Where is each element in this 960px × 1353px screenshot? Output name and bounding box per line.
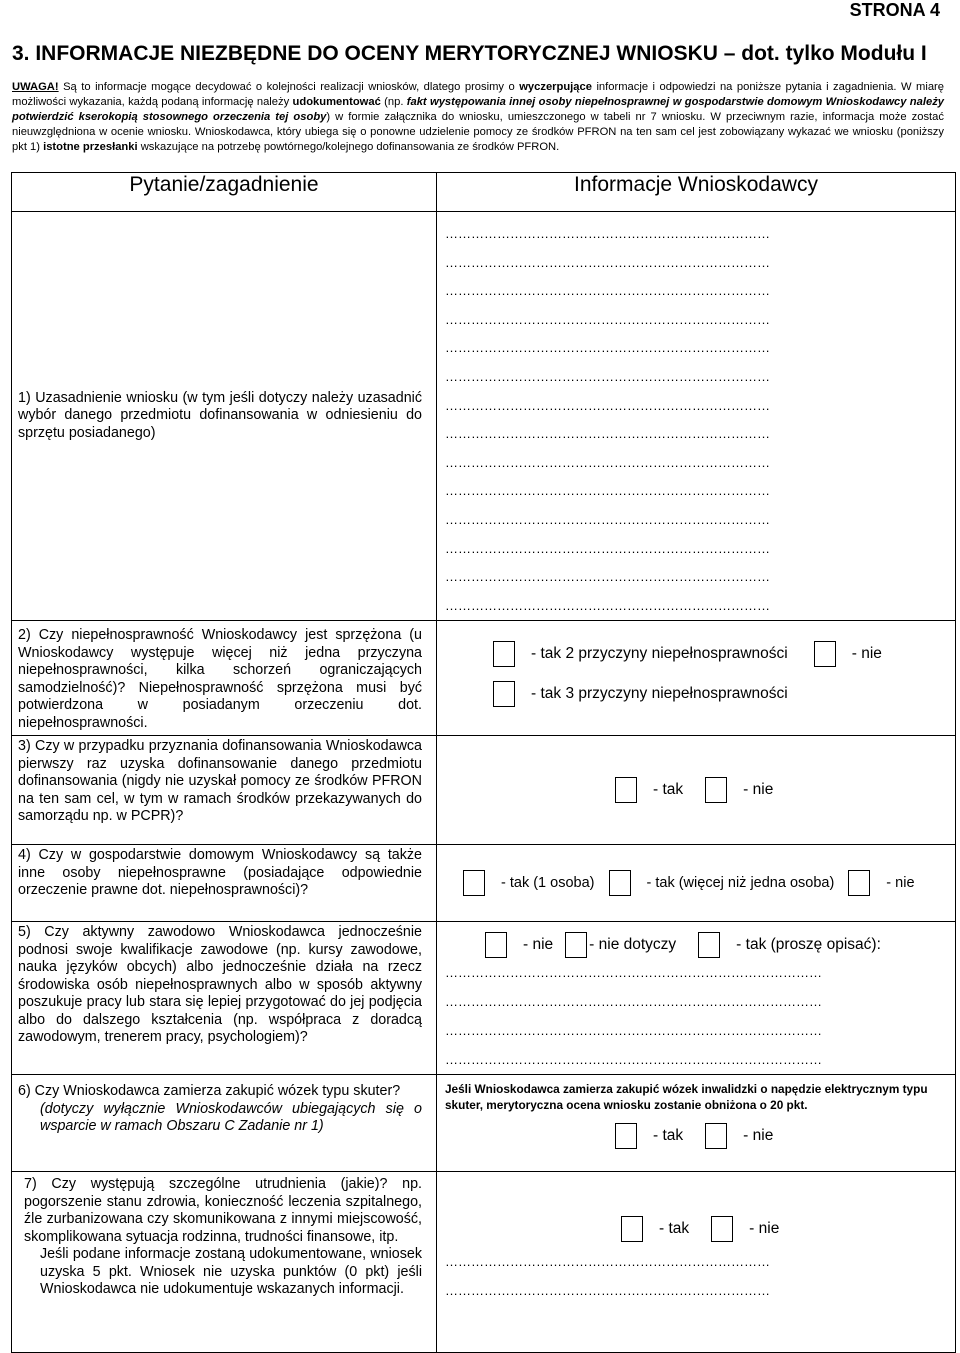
option-label: - nie (523, 936, 554, 954)
notice-text: Są to informacje mogące decydować o kolejności realizacji wniosków, dlatego prosimy o (58, 81, 520, 93)
answer-line[interactable]: ………………………………………………………………… (445, 226, 770, 241)
question-7-text: 7) Czy występują szczególne utrudnienia (jakie)? np. pogorszenie stanu zdrowia, konieczność leczenia szpitalnego, źle zurbanizowana czy skomunikowana z innymi miejscowość, skomplikowana sytuacja rodzinna, trudności finansowe, itp. (24, 1176, 422, 1245)
checkbox-yes[interactable] (615, 1123, 637, 1149)
notice-emphasis: wyczerpujące (519, 81, 592, 93)
question-3-text: 3) Czy w przypadku przyznania dofinansowania Wnioskodawca pierwszy raz uzyska dofinansowanie danego przedmiotu dofinansowania (nigdy nie uzyskał pomocy ze środków PFRON na ten sam cel, w tym w ramach środków przekazywanych do samorządu np. w PCPR)? (18, 738, 422, 825)
option-label: - tak (1 osoba) (501, 875, 595, 892)
notice-text: ) w formie załącznika do wniosku, umieszczonego w tabeli nr 7 wniosku. W przeciwnym razie, informacja może zostać nieuwzględniona w ocenie wniosku. Wnioskodawca, który ubiega się o ponowne udzielenie pomocy ze środków PFRON na ten sam cel jest zobowiązany wykazać we wniosku (poniższy pkt 1) (12, 111, 944, 153)
option-label: - nie (743, 781, 774, 799)
option-label: - nie (743, 1127, 774, 1145)
option-label: - tak (659, 1220, 690, 1238)
option-label: - tak (proszę opisać): (736, 936, 881, 954)
question-2-text: 2) Czy niepełnosprawność Wnioskodawcy jest sprzężona (u Wnioskodawcy występuje więcej niż jedna przyczyna niepełnosprawności, kilka schorzeń ograniczających samodzielność)? Niepełnosprawność sprzężona musi być potwierdzona w posiadanym orzeczeniu dot. niepełnosprawności. (18, 627, 422, 731)
notice-example: fakt występowania innej osoby niepełnosprawnej w gospodarstwie domowym Wnioskodawcy należy potwierdzić kserokopią stosownego orzeczenia tej osoby (12, 96, 945, 123)
checkbox-yes[interactable] (615, 777, 637, 803)
checkbox-no[interactable] (711, 1216, 733, 1242)
answer-line[interactable]: ………………………………………………………………… (445, 483, 770, 499)
notice-emphasis: udokumentować (292, 96, 381, 108)
answer-line[interactable]: ………………………………………………………………… (445, 397, 770, 413)
answer-line[interactable]: ………………………………………………………………… (445, 597, 770, 613)
answer-line[interactable]: ………………………………………………………………… (445, 540, 770, 556)
option-label: - tak (więcej niż jedna osoba) (646, 875, 835, 892)
answer-line[interactable]: ………………………………………………………………… (445, 426, 770, 442)
scooter-warning: Jeśli Wnioskodawca zamierza zakupić wózek inwalidzki o napędzie elektrycznym typu skuter, merytoryczna ocena wniosku zostanie obniżona o 20 pkt. (445, 1082, 928, 1113)
checkbox-no[interactable] (705, 1123, 727, 1149)
checkbox-not-applicable[interactable] (565, 932, 587, 958)
question-row-6 (12, 1075, 956, 1172)
answer-line[interactable]: …………………………………………………………………………… (445, 1052, 822, 1068)
option-label: - tak (653, 781, 684, 799)
answer-line[interactable]: ………………………………………………………………… (445, 569, 770, 585)
notice-warning: UWAGA! (12, 81, 59, 93)
section-title: 3. INFORMACJE NIEZBĘDNE DO OCENY MERYTORYCZNEJ WNIOSKU – dot. tylko Modułu I (12, 42, 927, 65)
option-label: - nie (749, 1220, 780, 1238)
question-1-text: 1) Uzasadnienie wniosku (w tym jeśli dotyczy należy uzasadnić wybór danego przedmiotu dofinansowania w odniesieniu do sprzętu posiadanego) (18, 389, 422, 441)
option-label: - nie (886, 875, 915, 892)
checkbox-no[interactable] (814, 641, 836, 667)
option-label: - nie (851, 645, 882, 663)
answer-line[interactable]: ………………………………………………………………… (445, 454, 770, 470)
question-row-3 (12, 736, 956, 845)
answer-line[interactable]: …………………………………………………………………………… (445, 965, 822, 981)
checkbox-no[interactable] (485, 932, 507, 958)
answer-line[interactable]: ………………………………………………………………… (445, 254, 770, 270)
answer-line[interactable]: ………………………………………………………………… (445, 311, 770, 327)
question-6-text: 6) Czy Wnioskodawca zamierza zakupić wózek typu skuter? (18, 1083, 401, 1100)
page-number: STRONA 4 (849, 0, 940, 20)
checkbox-no[interactable] (848, 870, 870, 896)
notice-text: informacje i odpowiedzi na poniższe pytania i zagadnienia. W miarę możliwości wykazania, każdą podaną informację należy (12, 81, 944, 108)
answer-line[interactable]: ………………………………………………………………… (445, 340, 770, 356)
answer-line[interactable]: ………………………………………………………………… (445, 1282, 770, 1298)
checkbox-no[interactable] (705, 777, 727, 803)
column-header-question: Pytanie/zagadnienie (12, 173, 437, 212)
question-5-text: 5) Czy aktywny zawodowo Wnioskodawca jednocześnie podnosi swoje kwalifikacje zawodowe (np. kursy zawodowe, nauka języków obcych) albo jednocześnie działa na rzecz środowiska osób niepełnosprawnych albo w sposób aktywny poszukuje pracy lub stara się lepiej przygotować do jej podjęcia albo do dalszego kształcenia (np. współpraca z doradcą zawodowym, trenerem pracy, psychologiem)? (18, 924, 422, 1046)
questions-table (11, 172, 956, 1353)
question-6-note: (dotyczy wyłącznie Wnioskodawców ubiegających się o wsparcie w ramach Obszaru C Zadanie nr 1) (40, 1100, 422, 1135)
notice-text: wskazujące na potrzebę powtórnego/kolejnego dofinansowania ze środków PFRON. (137, 141, 560, 153)
question-7-note: Jeśli podane informacje zostaną udokumentowane, wniosek uzyska 5 pkt. Wniosek nie uzyska punktów (0 pkt) jeśli Wnioskodawca nie udokumentuje wskazanych informacji. (40, 1246, 422, 1298)
question-row-4 (12, 845, 956, 922)
option-label: - tak (653, 1127, 684, 1145)
answer-line[interactable]: ………………………………………………………………… (445, 368, 770, 384)
answer-line[interactable]: ………………………………………………………………… (445, 511, 770, 527)
answer-line[interactable]: …………………………………………………………………………… (445, 1023, 822, 1039)
checkbox-more-persons[interactable] (609, 870, 631, 896)
notice-paragraph (12, 80, 944, 155)
notice-emphasis: istotne przesłanki (43, 141, 138, 153)
answer-line[interactable]: ………………………………………………………………… (445, 1254, 770, 1270)
checkbox-yes[interactable] (621, 1216, 643, 1242)
answer-line[interactable]: …………………………………………………………………………… (445, 994, 822, 1010)
option-label: - nie dotyczy (589, 936, 677, 954)
notice-text: (np. (380, 96, 407, 108)
option-label: - tak 3 przyczyny niepełnosprawności (531, 685, 788, 703)
checkbox-one-person[interactable] (463, 870, 485, 896)
checkbox-yes-describe[interactable] (698, 932, 720, 958)
answer-line[interactable]: ………………………………………………………………… (445, 283, 770, 299)
checkbox-3-causes[interactable] (493, 681, 515, 707)
question-row-2 (12, 621, 956, 736)
question-row-1 (12, 212, 956, 621)
checkbox-2-causes[interactable] (493, 641, 515, 667)
question-row-5 (12, 922, 956, 1075)
question-row-7 (12, 1172, 956, 1353)
question-4-text: 4) Czy w gospodarstwie domowym Wnioskodawcy są także inne osoby niepełnosprawne (posiadające odpowiednie orzeczenie prawne dot. niepełnosprawności)? (18, 847, 422, 899)
column-header-answer: Informacje Wnioskodawcy (437, 173, 956, 212)
option-label: - tak 2 przyczyny niepełnosprawności (531, 645, 788, 663)
